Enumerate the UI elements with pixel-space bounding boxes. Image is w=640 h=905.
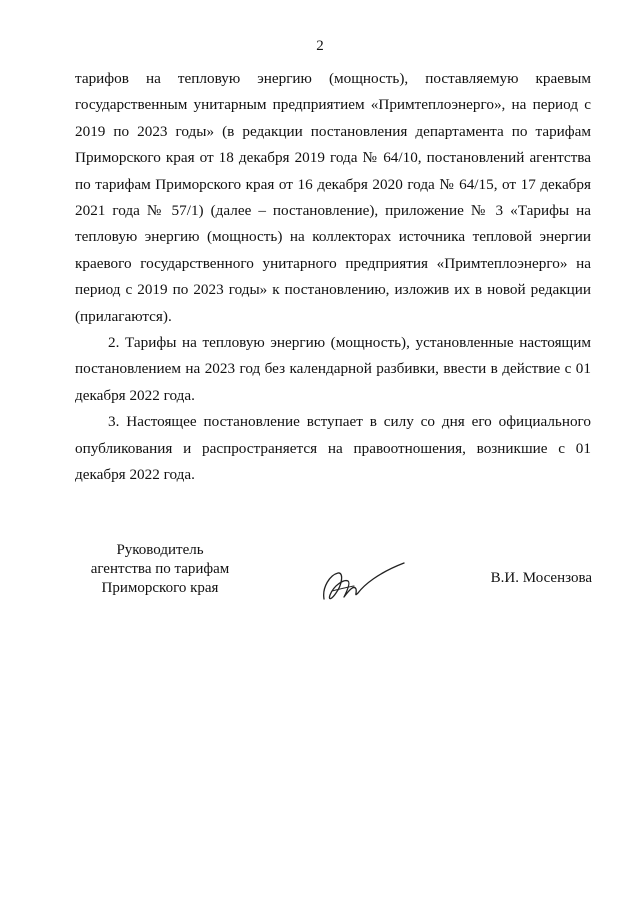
- paragraph-item-2: 2. Тарифы на тепловую энергию (мощность), установленные настоящим постановлением на 2023 год без календарной разбивки, ввести в действие с 01 декабря 2022 года.: [75, 334, 591, 404]
- signatory-position-line-3: Приморского края: [101, 580, 219, 596]
- document-body: [75, 66, 591, 489]
- paragraph-continuation: тарифов на тепловую энергию (мощность), поставляемую краевым государственным унитарным предприятием «Примтеплоэнерго», на период с 2019 по 2023 годы» (в редакции постановления департамента по тарифам Приморского края от 18 декабря 2019 года № 64/10, постановлений агентства по тарифам Приморского края от 16 декабря 2020 года № 64/15, от 17 декабря 2021 года № 57/1) (далее – постановление), приложение № 3 «Тарифы на тепловую энергию (мощность) на коллекторах источника тепловой энергии краевого государственного унитарного предприятия «Примтеплоэнерго» на период с 2019 по 2023 годы» к постановлению, изложив их в новой редакции (прилагаются).: [75, 70, 591, 325]
- signatory-position: [70, 541, 250, 598]
- page-number: 2: [316, 38, 324, 54]
- signatory-name: В.И. Мосензова: [490, 570, 592, 586]
- signatory-position-line-2: агентства по тарифам: [90, 561, 230, 577]
- handwritten-signature: [318, 553, 408, 608]
- signatory-position-line-1: Руководитель: [116, 542, 204, 558]
- paragraph-item-3: 3. Настоящее постановление вступает в силу со дня его официального опубликования и распространяется на правоотношения, возникшие с 01 декабря 2022 года.: [75, 413, 591, 484]
